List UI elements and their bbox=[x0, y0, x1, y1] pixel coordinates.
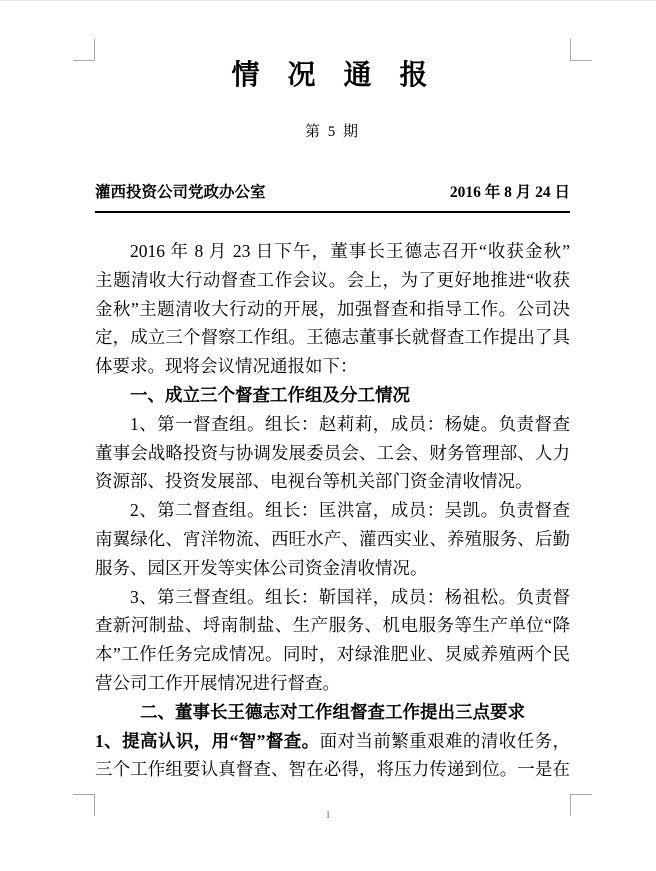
body-line: 三个工作组要认真督查、智在必得，将压力传递到位。一是在 bbox=[95, 759, 570, 780]
body-line: 主题清收大行动督查工作会议。会上，为了更好地推进“收获 bbox=[95, 269, 570, 290]
margin-mark-top-right bbox=[570, 39, 592, 61]
body-line-segment: 1、提高认识，用“智”督查。 bbox=[95, 730, 320, 751]
body-line: 体要求。现将会议情况通报如下： bbox=[95, 356, 358, 377]
body-line: 南翼绿化、宵洋物流、西旺水产、灌西实业、养殖服务、后勤 bbox=[95, 528, 570, 549]
page-number: 1 bbox=[325, 809, 331, 821]
body-line: 本”工作任务完成情况。同时，对绿淮肥业、炅威养殖两个民 bbox=[95, 644, 570, 665]
issue-number: 第 5 期 bbox=[304, 124, 360, 140]
body-line-segment: 面对当前繁重艰难的清收任务， bbox=[319, 730, 571, 751]
body-line: 2016 年 8 月 23 日下午，董事长王德志召开“收获金秋” bbox=[130, 241, 570, 261]
body-line: 金秋”主题清收大行动的开展，加强督查和指导工作。公司决 bbox=[95, 298, 570, 319]
body-line: 资源部、投资发展部、电视台等机关部门资金清收情况。 bbox=[95, 471, 533, 492]
body-line: 董事会战略投资与协调发展委员会、工会、财务管理部、人力 bbox=[95, 442, 570, 463]
body-line: 2、第二督查组。组长：匡洪富，成员：吴凯。负责督查 bbox=[130, 500, 570, 521]
body-line: 定，成立三个督察工作组。王德志董事长就督查工作提出了具 bbox=[95, 327, 570, 348]
body-line: 查新河制盐、埒南制盐、生产服务、机电服务等生产单位“降 bbox=[95, 615, 570, 636]
body-line: 营公司工作开展情况进行督查。 bbox=[95, 672, 340, 693]
document-title: 情 况 通 报 bbox=[231, 60, 434, 91]
body-line bbox=[95, 727, 570, 756]
document-body bbox=[95, 237, 570, 784]
masthead-date: 2016 年 8 月 24 日 bbox=[449, 184, 570, 201]
body-line: 二、董事长王德志对工作组督查工作提出三点要求 bbox=[140, 701, 525, 722]
masthead-org: 灌西投资公司党政办公室 bbox=[95, 184, 266, 201]
masthead-rule-row bbox=[95, 182, 570, 213]
body-line: 3、第三督查组。组长：靳国祥，成员：杨祖松。负责督 bbox=[130, 586, 570, 607]
text-area bbox=[95, 1, 570, 784]
body-line: 一、成立三个督查工作组及分工情况 bbox=[130, 384, 410, 405]
body-line: 1、第一督查组。组长：赵莉莉，成员：杨婕。负责督查 bbox=[130, 413, 570, 434]
margin-mark-top-left bbox=[73, 39, 95, 61]
body-line: 服务、园区开发等实体公司资金清收情况。 bbox=[95, 557, 428, 578]
